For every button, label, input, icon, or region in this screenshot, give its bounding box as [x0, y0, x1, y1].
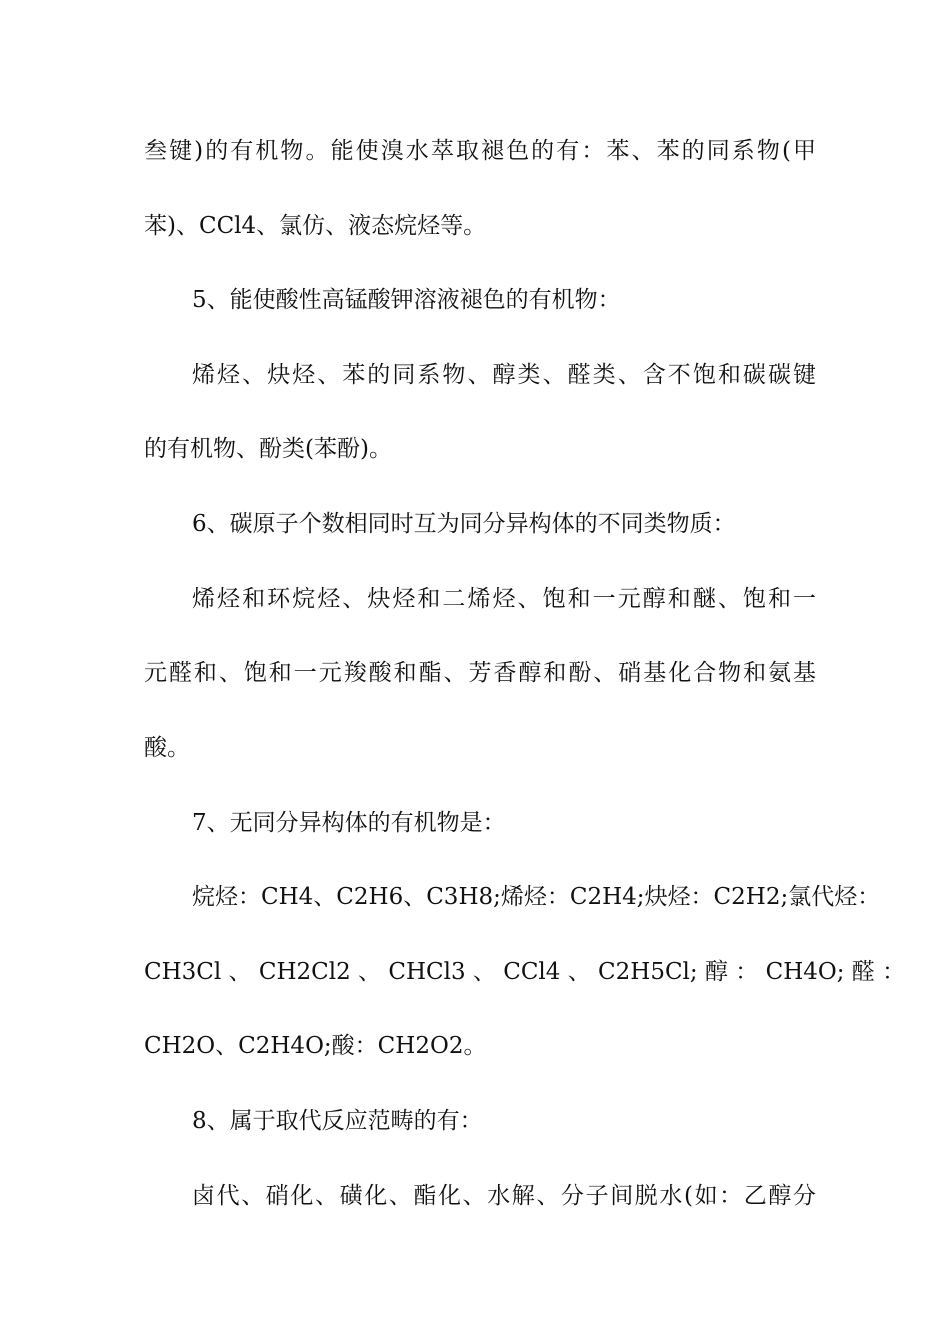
heading-item-8: 8、属于取代反应范畴的有： [192, 1108, 483, 1134]
text-line-4: 烯烃、炔烃、苯的同系物、醇类、醛类、含不饱和碳碳键 [192, 362, 816, 388]
text-line-8: 元醛和、饱和一元羧酸和酯、芳香醇和酚、硝基化合物和氨基 [144, 660, 816, 686]
text-line-11: 烷烃：CH4、C2H6、C3H8;烯烃：C2H4;炔烃：C2H2;氯代烃： [192, 884, 881, 910]
heading-item-7: 7、无同分异构体的有机物是： [192, 810, 506, 836]
text-line-1: 叁键)的有机物。能使溴水萃取褪色的有：苯、苯的同系物(甲 [144, 138, 816, 164]
text-line-15: 卤代、硝化、磺化、酯化、水解、分子间脱水(如：乙醇分 [192, 1183, 816, 1209]
text-line-13: CH2O、C2H4O;酸：CH2O2。 [144, 1033, 487, 1059]
text-line-5: 的有机物、酚类(苯酚)。 [144, 436, 392, 462]
heading-item-6: 6、碳原子个数相同时互为同分异构体的不同类物质： [192, 511, 736, 537]
text-line-7: 烯烃和环烷烃、炔烃和二烯烃、饱和一元醇和醚、饱和一 [192, 586, 816, 612]
heading-item-5: 5、能使酸性高锰酸钾溶液褪色的有机物： [192, 287, 621, 313]
text-line-9: 酸。 [144, 735, 190, 761]
text-line-12: CH3Cl 、 CH2Cl2 、 CHCl3 、 CCl4 、 C2H5Cl; 醇 ： CH4O; 醛 ： [144, 959, 906, 985]
text-line-2: 苯)、CCl4、氯仿、液态烷烃等。 [144, 213, 487, 239]
